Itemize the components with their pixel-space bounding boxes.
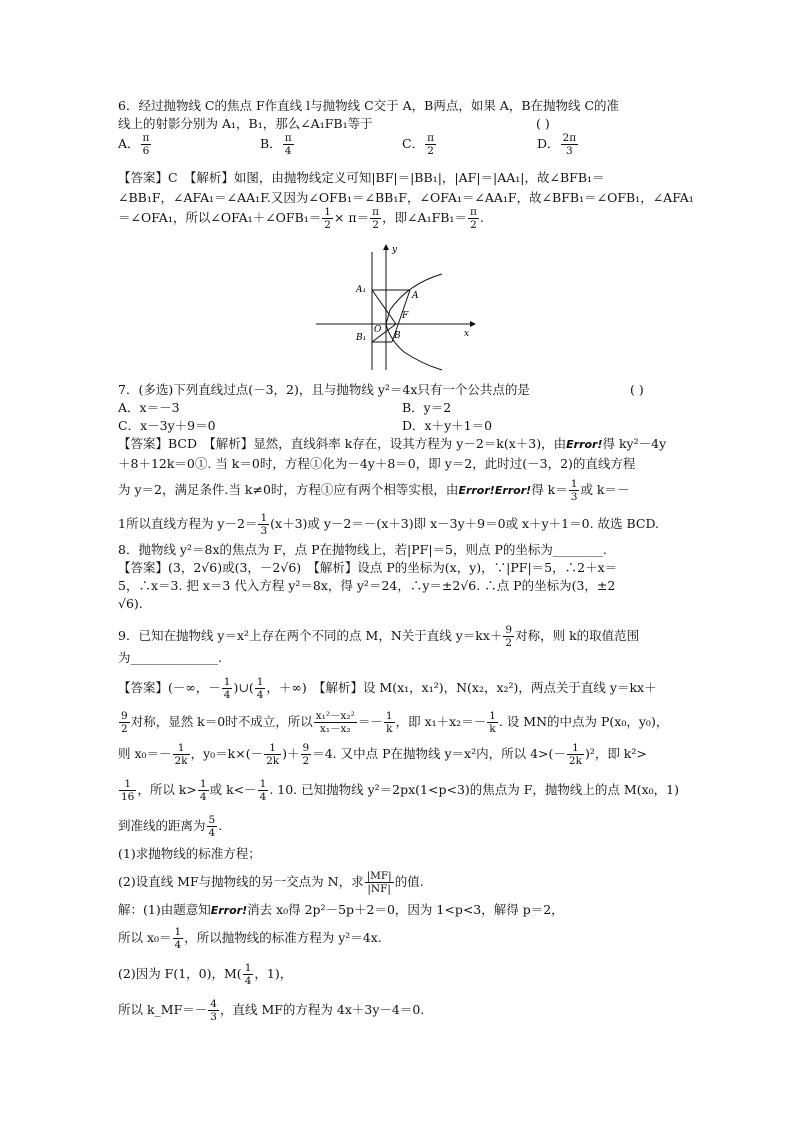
q6-line-1: 6．经过抛物线 C的焦点 F作直线 l与抛物线 C交于 A，B两点，如果 A，B在抛物线 C的准: [118, 98, 620, 113]
label-b: B: [394, 331, 401, 341]
q6-option-b-letter: B．: [260, 136, 282, 151]
q6-answer-paren: ( ): [536, 116, 550, 131]
q6-solution-line-3: ＝∠OFA₁，所以∠OFA₁＋∠OFB₁＝ $\frac{1}{2}$ × π＝ $\frac{\pi}{2}$ ，即∠A₁FB₁＝ $\frac{\pi}{2}$ .: [118, 206, 484, 231]
q6-option-a-value: $\frac{\pi}{6}$: [142, 132, 150, 157]
q7-solution-line-2: ＋8＋12k＝0①. 当 k＝0时，方程①化为－4y＋8＝0，即 y＝2，此时过(－3，2)的直线方程: [118, 456, 636, 471]
q6-option-b: [260, 132, 295, 157]
label-x: x: [464, 329, 470, 339]
q10-solution-line-2: 所以 x₀＝ $\frac{1}{4}$ ，所以抛物线的标准方程为 y²＝4x.: [118, 926, 382, 951]
label-a1: A₁: [356, 285, 367, 295]
q6-solution-line-2: ∠BB₁F，∠AFA₁＝∠AA₁F.又因为∠OFB₁＝∠BB₁F，∠OFA₁＝∠AA₁F，故∠BFB₁＝∠OFB₁，∠AFA₁: [118, 190, 694, 205]
label-a: A: [412, 291, 419, 301]
q9-solution-line-2: $\frac{9}{2}$ 对称，显然 k＝0时不成立，所以 $\frac{\text{x₁²－x₂²}}{\text{x₁－x₂}}$ ＝－ $\frac{1}{k}$ ，即 x₁＋x₂＝－ $\frac{1}{k}$ . 设 MN的中点为 P(x₀，y₀)，: [121, 710, 669, 735]
q10-solution-line-3: (2)因为 F(1，0)，M( $\frac{1}{4}$ ，1)，: [118, 962, 293, 987]
q10-solution-line-4: 所以 k_MF＝－ $\frac{4}{3}$ ，直线 MF的方程为 4x＋3y－4＝0.: [118, 998, 425, 1023]
q6-line-2-text: 线上的射影分别为 A₁，B₁，那么∠A₁FB₁等于: [118, 116, 373, 131]
q9-solution-line-4: $\frac{1}{16}$ ，所以 k> $\frac{1}{4}$ 或 k<－ $\frac{1}{4}$ . 10. 已知抛物线 y²＝2px(1<p<3)的焦点为 F，抛物线上的点 M(x₀，1): [121, 778, 679, 803]
label-o: O: [374, 325, 382, 335]
q6-option-d-letter: D．: [537, 136, 560, 151]
label-f: F: [402, 311, 409, 321]
q7-option-b: B．y＝2: [402, 400, 452, 415]
q9-solution-line-3: 则 x₀＝－ $\frac{1}{2k}$ ，y₀＝k×(－ $\frac{1}{2k}$ )＋ $\frac{9}{2}$ ＝4. 又中点 P在抛物线 y＝x²内，所以 4>(－ $\frac{1}{2k}$ )²，即 k²>: [118, 742, 647, 767]
q9-line-1: 9．已知在抛物线 y＝x²上存在两个不同的点 M，N关于直线 y＝kx＋ $\frac{9}{2}$ 对称，则 k的取值范围: [118, 624, 640, 649]
q6-solution-line-1: 【答案】C 【解析】如图，由抛物线定义可知|BF|＝|BB₁|，|AF|＝|AA₁|，故∠BFB₁＝: [118, 170, 605, 185]
q8-line-1: 8．抛物线 y²＝8x的焦点为 F，点 P在抛物线上，若|PF|＝5，则点 P的坐标为________.: [118, 542, 607, 557]
q10-line-1: 到准线的距离为 $\frac{5}{4}$ .: [118, 814, 223, 839]
q8-solution-line-1: 【答案】(3，2√6)或(3，－2√6) 【解析】设点 P的坐标为(x，y)，∵|PF|＝5，∴2＋x＝: [118, 560, 618, 575]
q7-answer-paren: ( ): [630, 382, 644, 397]
label-y: y: [392, 245, 398, 255]
q7-option-a: A．x＝－3: [118, 400, 180, 415]
q7-solution-line-3: 为 y＝2，满足条件.当 k≠0时，方程①应有两个相等实根，由Error!Error!得 k＝ $\frac{1}{3}$ 或 k＝－: [118, 478, 630, 503]
q10-part-2: (2)设直线 MF与抛物线的另一交点为 N，求 $\frac{|MF|}{|NF|}$ 的值.: [118, 870, 424, 895]
q7-line-1: 7．(多选)下列直线过点(－3，2)，且与抛物线 y²＝4x只有一个公共点的是: [118, 382, 530, 397]
q9-solution-line-1: 【答案】(－∞，－ $\frac{1}{4}$ )∪( $\frac{1}{4}$ ，＋∞) 【解析】设 M(x₁，x₁²)，N(x₂，x₂²)，两点关于直线 y＝kx＋: [118, 676, 657, 701]
q10-solution-line-1: 解：(1)由题意知Error!消去 x₀得 2p²－5p＋2＝0，因为 1<p<3，解得 p＝2，: [118, 902, 564, 917]
q10-part-1: (1)求抛物线的标准方程；: [118, 846, 261, 861]
parabola-figure: [312, 242, 492, 372]
q9-line-2: 为______________.: [118, 650, 222, 665]
q7-solution-line-1: 【答案】BCD 【解析】显然，直线斜率 k存在，设其方程为 y－2＝k(x＋3)，由Error!得 ky²－4y: [118, 436, 667, 451]
y-axis-arrow: [383, 244, 389, 250]
x-axis-arrow: [470, 321, 476, 327]
q6-line-2: [118, 116, 373, 132]
q6-option-a: [118, 132, 152, 157]
q6-option-c-letter: C．: [402, 136, 425, 151]
label-b1: B₁: [356, 333, 367, 343]
q6-option-d-value: $\frac{2\pi}{3}$: [562, 132, 577, 157]
q6-option-c-value: $\frac{\pi}{2}$: [427, 132, 434, 157]
q7-solution-line-4: 1所以直线方程为 y－2＝ $\frac{1}{3}$ (x＋3)或 y－2＝－(x＋3)即 x－3y＋9＝0或 x＋y＋1＝0. 故选 BCD.: [118, 512, 660, 537]
q7-option-c: C．x－3y＋9＝0: [118, 418, 216, 433]
q6-option-d: [537, 132, 579, 157]
q7-option-d: D．x＋y＋1＝0: [402, 418, 493, 433]
q8-solution-line-3: √6).: [118, 596, 143, 611]
q6-option-a-letter: A．: [118, 136, 140, 151]
q6-option-b-value: $\frac{\pi}{4}$: [284, 132, 292, 157]
q6-option-c: [402, 132, 437, 157]
q8-solution-line-2: 5，∴x＝3. 把 x＝3 代入方程 y²＝8x，得 y²＝24，∴y＝±2√6. ∴点 P的坐标为(3，±2: [118, 578, 616, 593]
